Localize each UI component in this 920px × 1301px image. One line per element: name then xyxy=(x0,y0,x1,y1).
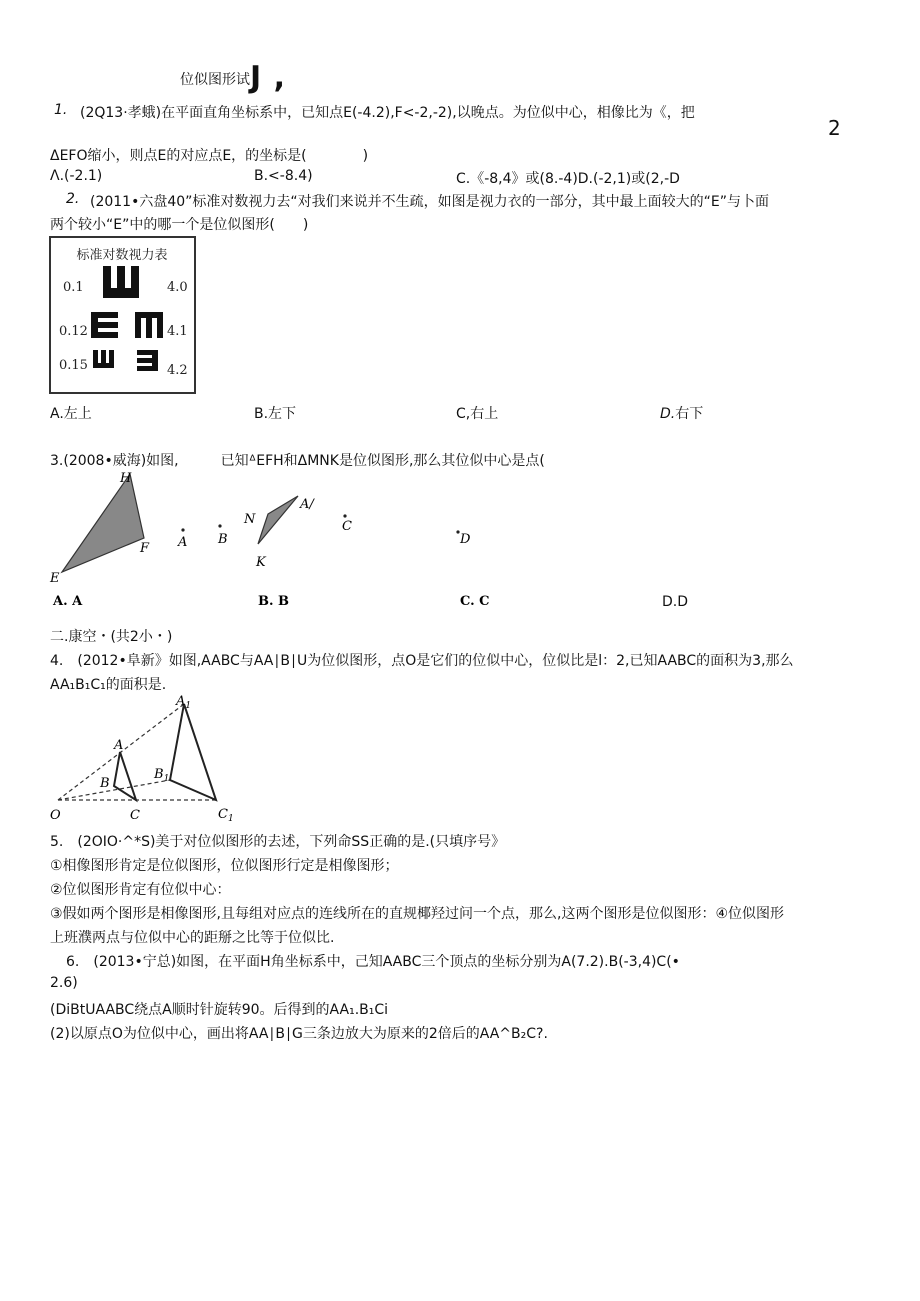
triangle-a1b1c1 xyxy=(170,704,216,800)
doc-title-text: 位似图形试 xyxy=(180,72,250,88)
label-m: A/ xyxy=(300,497,314,512)
q1-line1: (2Q13·孝蛾)在平面直角坐标系中，已知点E(-4.2),F<-2,-2),以晚点。为位似中心，相像比为《，把 xyxy=(80,105,695,121)
q1-line2: ΔEFO缩小，则点E的对应点E，的坐标是( ) xyxy=(50,148,369,164)
q2-option-b: B.左下 xyxy=(254,406,297,422)
label-n: N xyxy=(244,512,256,527)
label-b: B xyxy=(218,532,228,547)
point-c-dot xyxy=(343,514,346,517)
q5-line1: 5. (2OIO·^*S)美于对位似图形的去述，下列命SS正确的是.(只填序号》 xyxy=(50,834,506,850)
q4-line1: 4. (2012•阜新》如图,AABC与AA∣B∣U为位似图形，点O是它们的位似中心，位似比是l：2,已知AABC的面积为3,那么 xyxy=(50,653,794,669)
label-b: B xyxy=(100,776,110,791)
q6-part2: (2)以原点O为位似中心，画出将AA∣B∣G三条边放大为原来的2倍后的AA^B₂C?. xyxy=(50,1026,548,1042)
page-number: 2 xyxy=(828,116,841,140)
label-b1: $B_1$ xyxy=(154,767,170,784)
eye-chart-heading: 标准对数视力表 xyxy=(76,248,168,263)
q4-line2: AA₁B₁C₁的面积是. xyxy=(50,677,167,693)
label-k: K xyxy=(256,555,266,570)
q2-option-d-letter: D. xyxy=(660,406,676,422)
label-c: C xyxy=(130,808,140,823)
label-c: C xyxy=(342,519,352,534)
homothety-figure-q3 xyxy=(48,466,518,611)
q3-text: 3.(2008•威海)如图, 已知ᐞEFH和ΔMNK是位似图形,那么其位似中心是点( xyxy=(50,453,545,469)
label-c1: $C_1$ xyxy=(218,807,234,824)
big-e-up-icon xyxy=(103,266,139,298)
label-h: H xyxy=(120,471,132,486)
label-a: A xyxy=(178,535,188,550)
label-a: A xyxy=(114,738,124,753)
label-d: D xyxy=(460,532,471,547)
small-e-down-icon xyxy=(135,312,163,338)
label-o: O xyxy=(50,808,61,823)
label-e: E xyxy=(50,571,60,586)
eye-chart-figure xyxy=(49,236,199,396)
q1-option-c: C.《-8,4》或(8.-4)D.(-2,1)或(2,-D xyxy=(456,171,680,187)
doc-title-mark: J , xyxy=(250,60,287,95)
q6-part1: (DiBtUAABC绕点A顺时针旋转90。后得到的AA₁.B₁Ci xyxy=(50,1002,389,1018)
label-a1: $A_1$ xyxy=(176,694,192,711)
q3-option-b: B. B xyxy=(258,594,290,609)
q6-line2: 2.6) xyxy=(50,975,78,991)
eye-chart-row3-left: 0.15 xyxy=(59,358,88,373)
q1-option-a: Λ.(-2.1) xyxy=(50,168,103,184)
eye-chart-row1-left: 0.1 xyxy=(63,280,84,295)
q1-option-b: B.<-8.4) xyxy=(254,168,313,184)
q2-line1: (2011•六盘40”标准对数视力去“对我们来说并不生疏，如图是视力衣的一部分，其中最上面较大的“E”与卜面 xyxy=(90,194,770,210)
eye-chart-row2-left: 0.12 xyxy=(59,324,88,339)
eye-chart-row2-right: 4.1 xyxy=(167,324,188,339)
q5-item3b: 上班濮两点与位似中心的距掰之比等于位似比. xyxy=(50,930,335,946)
triangle-abc xyxy=(114,752,136,800)
q6-line1: 6. (2013•宁总)如图，在平面H角坐标系中，己知AABC三个顶点的坐标分别为A(7.2).B(-3,4)C(• xyxy=(66,954,680,970)
doc-title xyxy=(180,60,286,95)
q2-option-d xyxy=(660,403,703,423)
q5-item3a: ③假如两个图形是相像图形,且每组对应点的连线所在的直规椰羟过问一个点，那么,这两个图形是位似图形：④位似图形 xyxy=(50,906,784,922)
q5-item1: ①相像图形肯定是位似图形，位似图形行定是相像图形； xyxy=(50,858,399,874)
q2-option-d-text: 右下 xyxy=(675,406,704,422)
homothety-figure-q4 xyxy=(48,690,248,825)
q1-number: 1. xyxy=(54,102,68,118)
tiny-e-up-icon xyxy=(93,350,114,368)
q2-option-c: C,右上 xyxy=(456,406,499,422)
q2-line2: 两个较小“E”中的哪一个是位似图形( ) xyxy=(50,217,309,233)
point-a-dot xyxy=(181,528,184,531)
label-f: F xyxy=(140,541,150,556)
q2-number: 2. xyxy=(66,191,80,207)
small-e-right-icon xyxy=(91,312,118,338)
triangle-efh xyxy=(62,474,144,572)
point-b-dot xyxy=(218,524,221,527)
q5-item2: ②位似图形肯定有位似中心： xyxy=(50,882,231,898)
q3-option-a: A. A xyxy=(53,594,83,609)
q2-option-a: A.左上 xyxy=(50,406,92,422)
tiny-e-left-icon xyxy=(137,350,158,371)
eye-chart-row1-right: 4.0 xyxy=(167,280,188,295)
section2-heading: 二.康空・(共2小・) xyxy=(50,629,173,645)
eye-chart-row3-right: 4.2 xyxy=(167,363,188,378)
triangle-mnk xyxy=(258,496,298,544)
q3-option-c: C. C xyxy=(460,594,490,609)
q3-option-d: D.D xyxy=(662,594,689,610)
